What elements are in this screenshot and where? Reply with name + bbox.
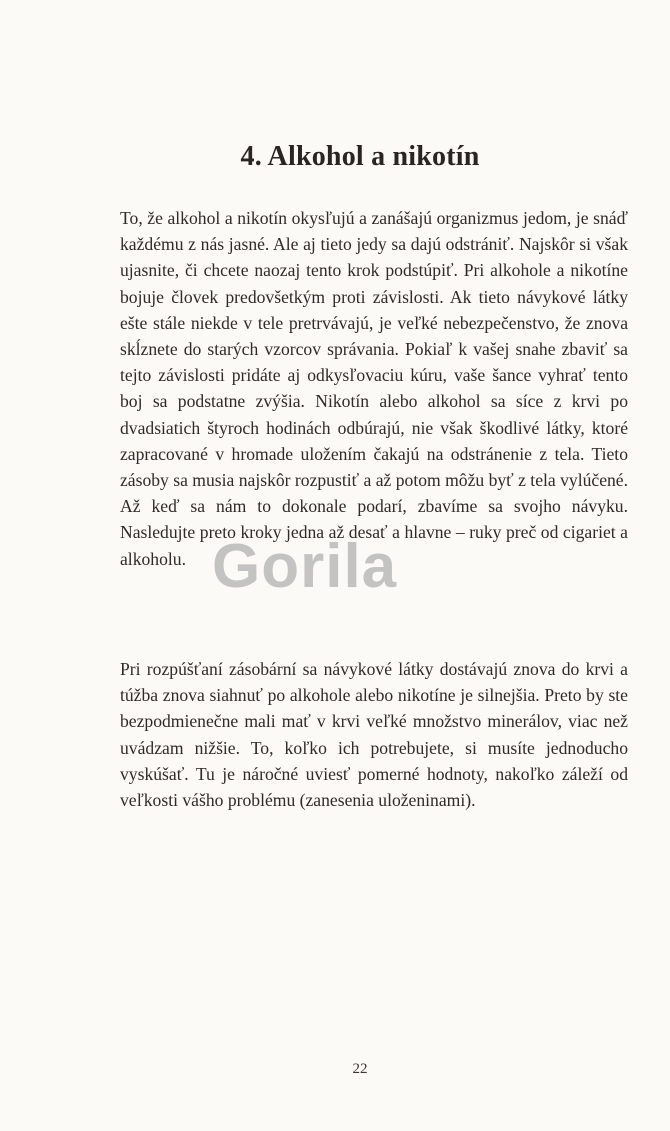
watermark-logo: Gorila: [212, 532, 398, 601]
paragraph-1: To, že alkohol a nikotín okysľujú a zanášajú organizmus jedom, je snáď každému z nás jasné. Ale aj tieto jedy sa dajú odstrániť. Najskôr si však ujasnite, či chcete naozaj tento krok podstúpiť. Pri alkohole a nikotíne bojuje človek predovšetkým proti závislosti. Ak tieto návykové látky ešte stále niekde v tele pretrvávajú, je veľké nebezpečenstvo, že znova skĺznete do starých vzorcov správania. Pokiaľ k vašej snahe zbaviť sa tejto závislosti pridáte aj odkysľovaciu kúru, vaše šance vyhrať tento boj sa podstatne zvýšia. Nikotín alebo alkohol sa síce z krvi po dvadsiatich štyroch hodinách odbúrajú, nie však škodlivé látky, ktoré zapracované v hromade uložením čakajú na odstránenie z tela. Tieto zásoby sa musia najskôr rozpustiť a až potom môžu byť z tela vylúčené. Až keď sa nám to dokonale podarí, zbavíme sa svojho návyku. Nasledujte preto kroky jedna až desať a hlavne – ruky preč od cigariet a alkoholu.: [120, 208, 629, 569]
page-number: 22: [352, 1061, 368, 1077]
paragraph-2: Pri rozpúšťaní zásobární sa návykové látky dostávajú znova do krvi a túžba znova siahnuť po alkohole alebo nikotíne je silnejšia. Preto by ste bezpodmienečne mali mať v krvi veľké množstvo minerálov, viac než uvádzam nižšie. To, koľko ich potrebujete, si musíte jednoducho vyskúšať. Tu je náročné uviesť pomerné hodnoty, nakoľko záleží od veľkosti vášho problému (zanesenia uloženinami).: [120, 659, 628, 811]
chapter-title: 4. Alkohol a nikotín: [240, 141, 480, 172]
